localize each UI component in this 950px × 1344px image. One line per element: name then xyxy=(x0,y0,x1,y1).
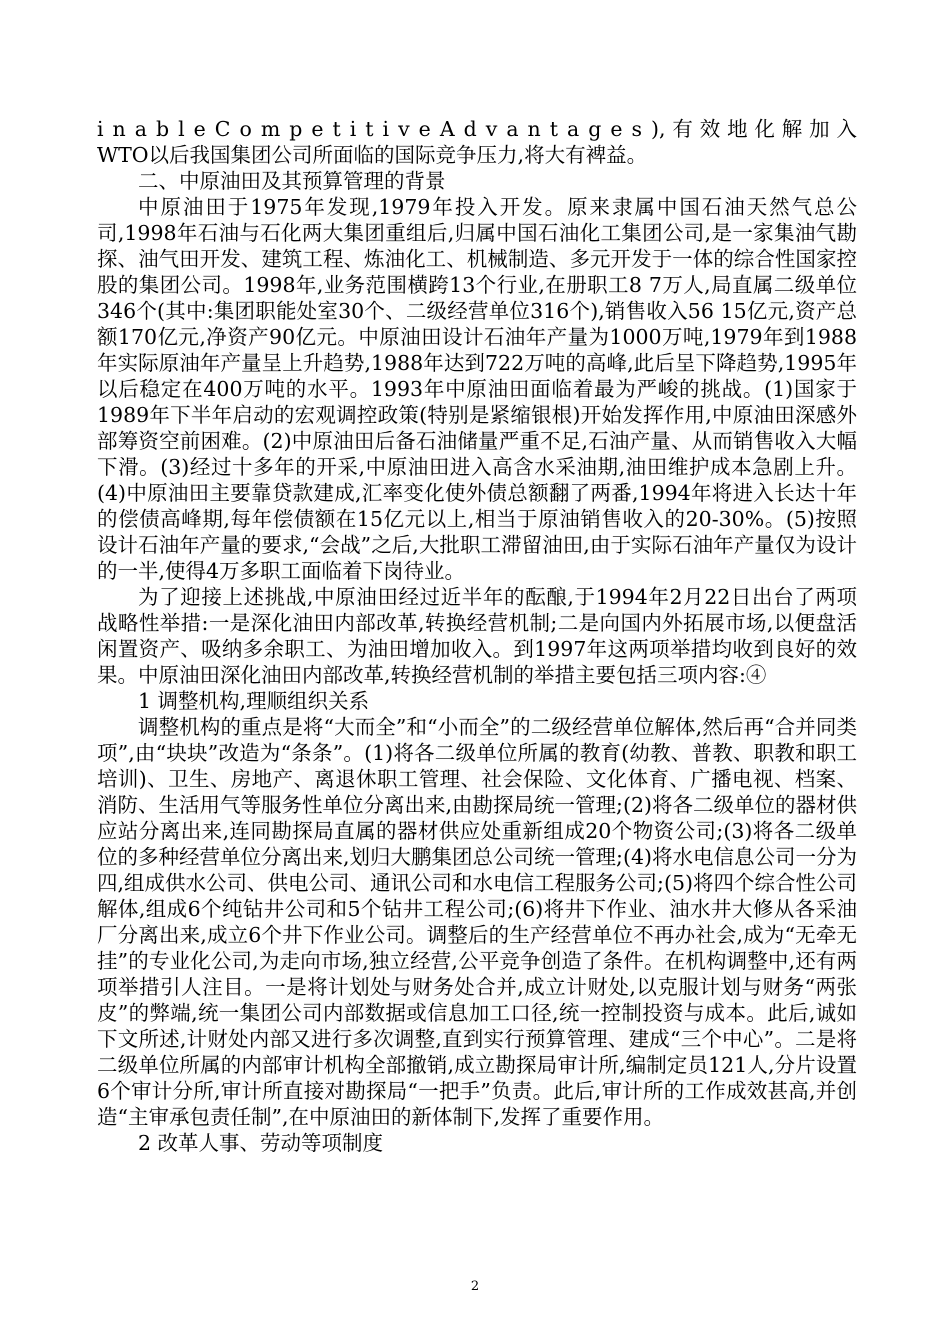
body-text xyxy=(97,116,857,1156)
paragraph-background: 中原油田于1975年发现,1979年投入开发。原来隶属中国石油天然气总公司,1998年石油与石化两大集团重组后,归属中国石油化工集团公司,是一家集油气勘探、油气田开发、建筑工程、炼油化工、机械制造、多元开发于一体的综合性国家控股的集团公司。1998年,业务范围横跨13个行业,在册职工8 7万人,局直属二级单位346个(其中:集团职能处室30个、二级经营单位316个),销售收入56 15亿元,资产总额170亿元,净资产90亿元。中原油田设计石油年产量为1000万吨,1979年到1988年实际原油年产量呈上升趋势,1988年达到722万吨的高峰,此后呈下降趋势,1995年以后稳定在400万吨的水平。1993年中原油田面临着最为严峻的挑战。(1)国家于1989年下半年启动的宏观调控政策(特别是紧缩银根)开始发挥作用,中原油田深感外部筹资空前困难。(2)中原油田后备石油储量严重不足,石油产量、从而销售收入大幅下滑。(3)经过十多年的开采,中原油田进入高含水采油期,油田维护成本急剧上升。(4)中原油田主要靠贷款建成,汇率变化使外债总额翻了两番,1994年将进入长达十年的偿债高峰期,每年偿债额在15亿元以上,相当于原油销售收入的20-30%。(5)按照设计石油年产量的要求,“会战”之后,大批职工滞留油田,由于实际石油年产量仅为设计的一半,使得4万多职工面临着下岗待业。 xyxy=(97,195,857,583)
paragraph-strategy: 为了迎接上述挑战,中原油田经过近半年的酝酿,于1994年2月22日出台了两项战略性举措:一是深化油田内部改革,转换经营机制;二是向国内外拓展市场,以便盘活闲置资产、吸纳多余职工、为油田增加收入。到1997年这两项举措均收到良好的效果。中原油田深化油田内部改革,转换经营机制的举措主要包括三项内容:④ xyxy=(97,585,857,687)
continuation-text: ),有效地化解加入WTO以后我国集团公司所面临的国际竞争压力,将大有裨益。 xyxy=(97,117,857,167)
page-number: 2 xyxy=(470,1279,480,1294)
section-heading: 二、中原油田及其预算管理的背景 xyxy=(138,169,446,193)
subsection-heading-2: 2 改革人事、劳动等项制度 xyxy=(138,1131,384,1155)
english-term: inableCompetitiveAdvantages xyxy=(97,117,651,141)
subsection-heading-1: 1 调整机构,理顺组织关系 xyxy=(138,689,370,713)
paragraph-restructuring: 调整机构的重点是将“大而全”和“小而全”的二级经营单位解体,然后再“合并同类项”,由“块块”改造为“条条”。(1)将各二级单位所属的教育(幼教、普教、职教和职工培训)、卫生、房地产、离退休职工管理、社会保险、文化体育、广播电视、档案、消防、生活用气等服务性单位分离出来,由勘探局统一管理;(2)将各二级单位的器材供应站分离出来,连同勘探局直属的器材供应处重新组成20个物资公司;(3)将各二级单位的多种经营单位分离出来,划归大鹏集团总公司统一管理;(4)将水电信息公司一分为四,组成供水公司、供电公司、通讯公司和水电信工程服务公司;(5)将四个综合性公司解体,组成6个纯钻井公司和5个钻井工程公司;(6)将井下作业、油水井大修从各采油厂分离出来,成立6个井下作业公司。调整后的生产经营单位不再办社会,成为“无牵无挂”的专业化公司,为走向市场,独立经营,公平竞争创造了条件。在机构调整中,还有两项举措引人注目。一是将计划处与财务处合并,成立计财处,以克服计划与财务“两张皮”的弊端,统一集团公司内部数据或信息加工口径,统一控制投资与成本。此后,诚如下文所述,计财处内部又进行多次调整,直到实行预算管理、建成“三个中心”。二是将二级单位所属的内部审计机构全部撤销,成立勘探局审计所,编制定员121人,分片设置6个审计分所,审计所直接对勘探局“一把手”负责。此后,审计所的工作成效甚高,并创造“主审承包责任制”,在中原油田的新体制下,发挥了重要作用。 xyxy=(97,715,857,1129)
paragraph-continuation xyxy=(97,116,857,168)
